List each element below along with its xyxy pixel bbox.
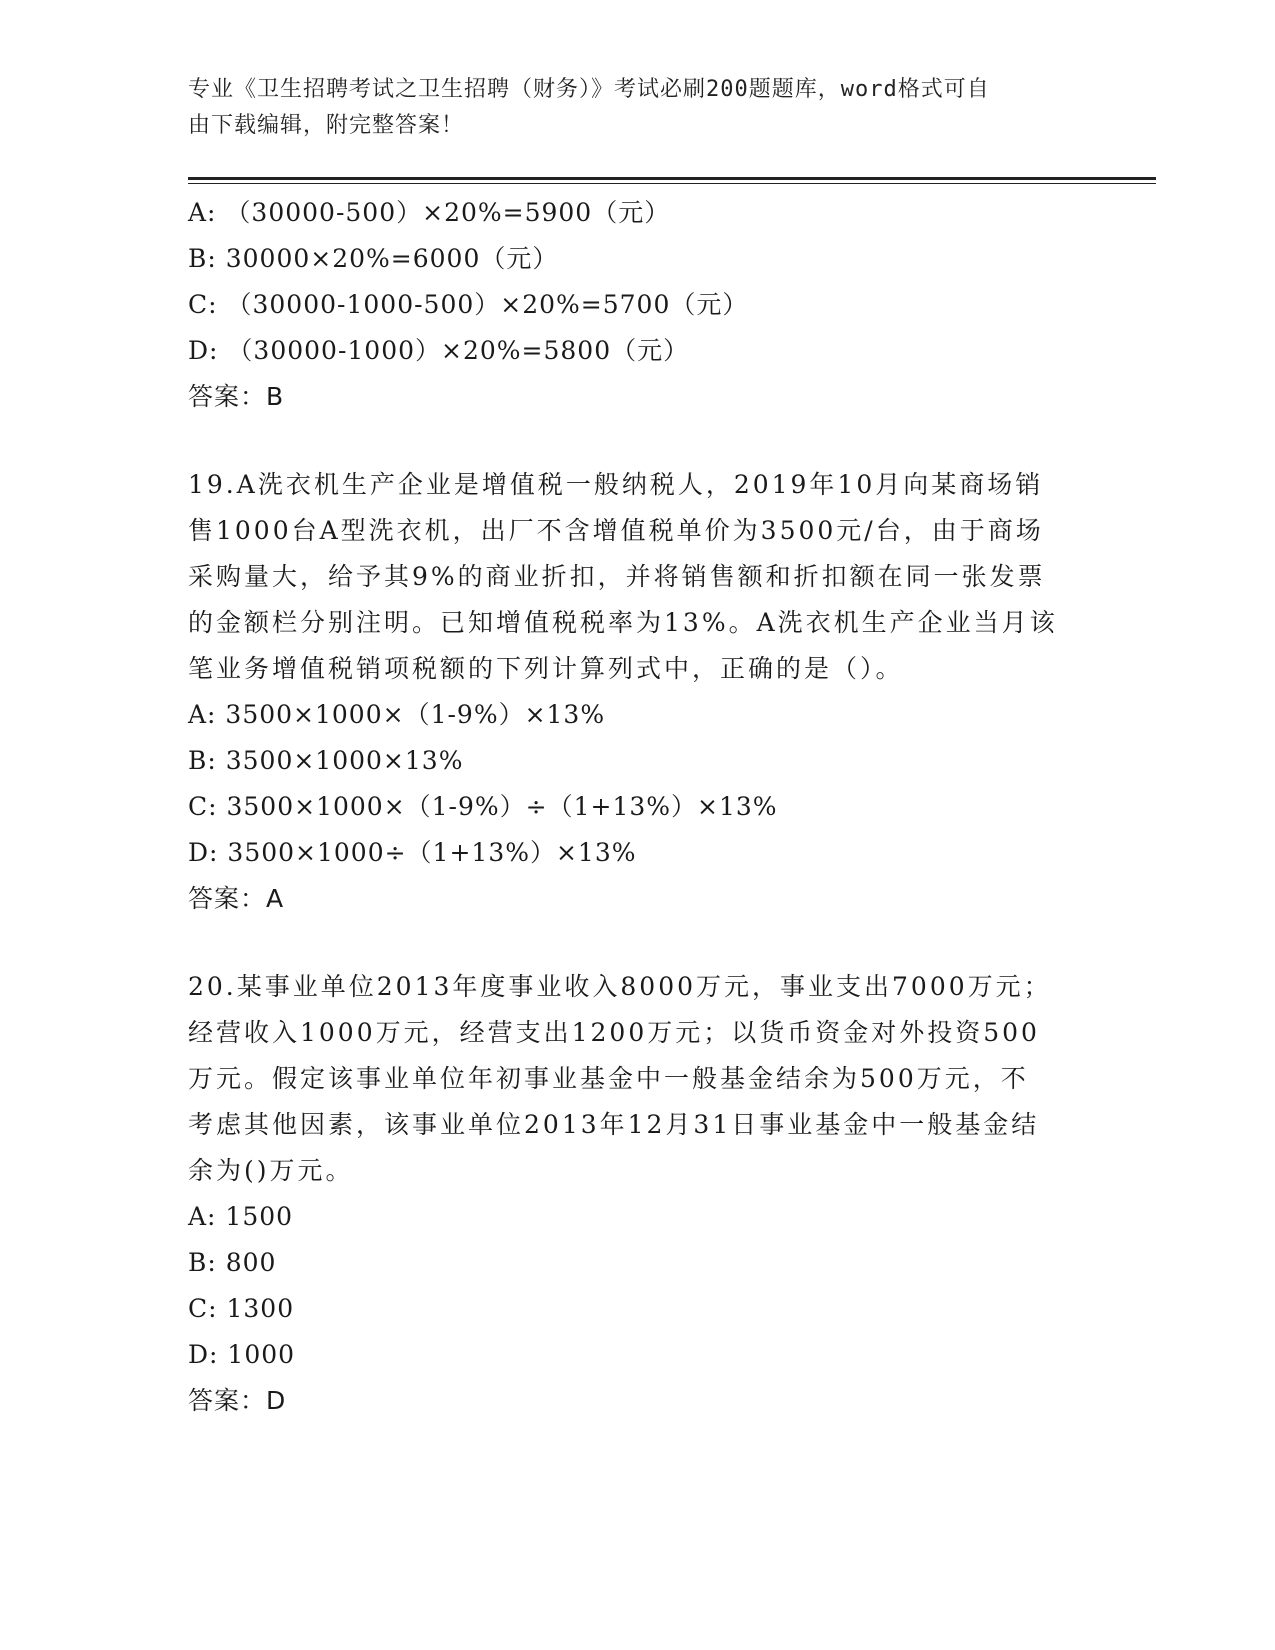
option-c: C: （30000-1000-500）×20%=5700（元） [188, 290, 749, 319]
question-line: 售1000台A型洗衣机，出厂不含增值税单价为3500元/台，由于商场 [188, 516, 1044, 545]
question-20 [188, 964, 1088, 1424]
header-rule-thick [188, 177, 1156, 180]
option-b: B: 800 [188, 1248, 277, 1277]
question-line: 19.A洗衣机生产企业是增值税一般纳税人，2019年10月向某商场销 [188, 470, 1044, 499]
document-body [188, 190, 1088, 1424]
option-a: A: 1500 [188, 1202, 294, 1231]
question-line: 万元。假定该事业单位年初事业基金中一般基金结余为500万元，不 [188, 1064, 1029, 1093]
document-header [188, 72, 1068, 144]
question-line: 采购量大，给予其9%的商业折扣，并将销售额和折扣额在同一张发票 [188, 562, 1046, 591]
header-rule-thin [188, 183, 1156, 184]
option-b: B: 3500×1000×13% [188, 746, 464, 775]
option-d: D: 3500×1000÷（1+13%）×13% [188, 838, 637, 867]
question-text [188, 462, 1088, 692]
option-c: C: 1300 [188, 1294, 295, 1323]
option-a: A: （30000-500）×20%=5900（元） [188, 198, 671, 227]
answer-line: 答案：B [188, 382, 285, 411]
question-18 [188, 190, 1088, 420]
header-line-2: 由下载编辑，附完整答案！ [188, 113, 465, 138]
spacer [188, 922, 1088, 964]
question-line: 经营收入1000万元，经营支出1200万元；以货币资金对外投资500 [188, 1018, 1040, 1047]
option-b: B: 30000×20%=6000（元） [188, 244, 559, 273]
answer-line: 答案：A [188, 884, 285, 913]
question-line: 考虑其他因素，该事业单位2013年12月31日事业基金中一般基金结 [188, 1110, 1040, 1139]
answer-line: 答案：D [188, 1386, 287, 1415]
header-line-1: 专业《卫生招聘考试之卫生招聘（财务）》考试必刷200题题库，word格式可自 [188, 77, 990, 102]
question-text [188, 964, 1088, 1194]
question-line: 笔业务增值税销项税额的下列计算列式中，正确的是（）。 [188, 654, 904, 683]
spacer [188, 420, 1088, 462]
option-a: A: 3500×1000×（1-9%）×13% [188, 700, 606, 729]
question-line: 的金额栏分别注明。已知增值税税率为13%。A洗衣机生产企业当月该 [188, 608, 1058, 637]
option-d: D: 1000 [188, 1340, 296, 1369]
option-c: C: 3500×1000×（1-9%）÷（1+13%）×13% [188, 792, 778, 821]
question-line: 20.某事业单位2013年度事业收入8000万元，事业支出7000万元； [188, 972, 1052, 1001]
option-d: D: （30000-1000）×20%=5800（元） [188, 336, 690, 365]
question-line: 余为()万元。 [188, 1156, 354, 1185]
question-19 [188, 462, 1088, 922]
